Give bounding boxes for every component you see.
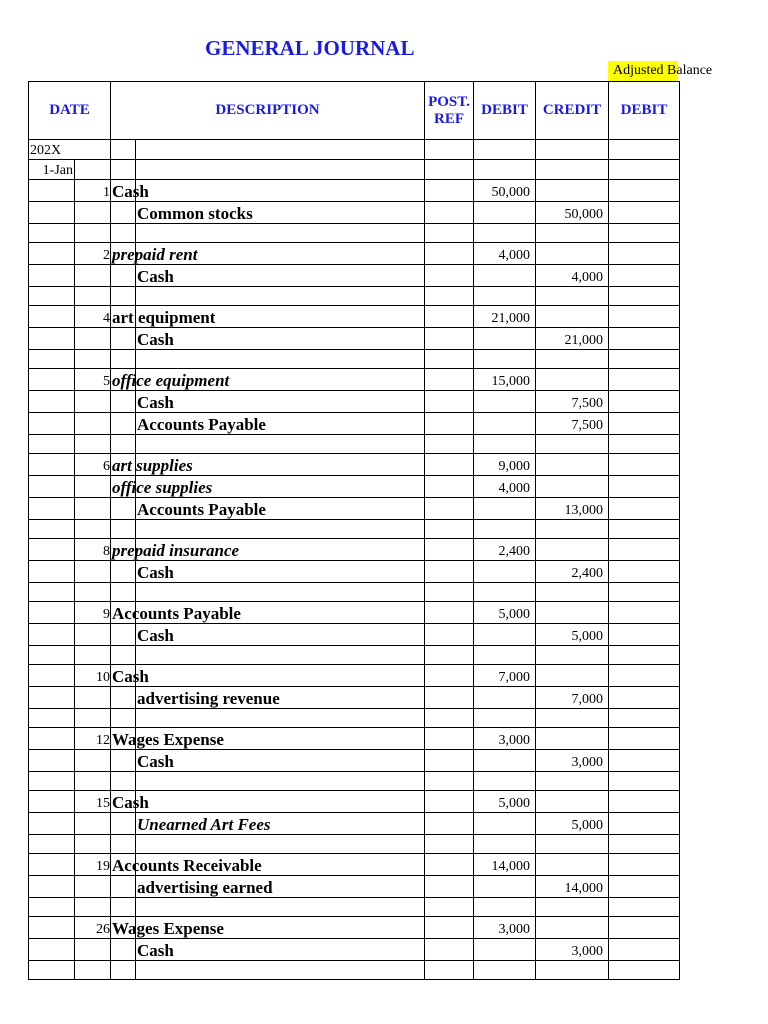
adjusted-debit-cell bbox=[609, 498, 680, 520]
day-cell: 6 bbox=[75, 454, 111, 476]
date-month-cell bbox=[29, 243, 75, 265]
spacer-row bbox=[29, 435, 680, 454]
debit-amount-cell bbox=[474, 391, 536, 413]
day-cell bbox=[75, 498, 111, 520]
post-ref-cell bbox=[425, 413, 474, 435]
credit-account-cell bbox=[136, 476, 425, 498]
adjusted-debit-cell bbox=[609, 539, 680, 561]
debit-account-label: art equipment bbox=[112, 308, 216, 327]
post-ref-cell bbox=[425, 306, 474, 328]
credit-amount-cell bbox=[536, 476, 609, 498]
post-ref-cell bbox=[425, 624, 474, 646]
debit-account-cell bbox=[111, 939, 136, 961]
year-cell: 202X bbox=[29, 140, 111, 160]
date-month-cell bbox=[29, 498, 75, 520]
credit-account-cell bbox=[136, 498, 425, 520]
credit-account-cell bbox=[136, 539, 425, 561]
journal-row bbox=[29, 265, 680, 287]
day-cell: 10 bbox=[75, 665, 111, 687]
credit-account-label: Cash bbox=[137, 752, 174, 771]
debit-amount-cell: 7,000 bbox=[474, 665, 536, 687]
debit-account-cell bbox=[111, 476, 213, 498]
debit-amount-cell bbox=[474, 328, 536, 350]
credit-account-label: Cash bbox=[137, 330, 174, 349]
day-cell bbox=[75, 328, 111, 350]
page-title: GENERAL JOURNAL bbox=[205, 36, 415, 60]
debit-account-cell bbox=[111, 391, 136, 413]
debit-account-label: office supplies bbox=[112, 478, 213, 497]
day-cell: 4 bbox=[75, 306, 111, 328]
debit-amount-cell: 9,000 bbox=[474, 454, 536, 476]
post-ref-cell bbox=[425, 328, 474, 350]
debit-account-cell bbox=[111, 539, 240, 561]
debit-account-cell bbox=[111, 728, 224, 750]
credit-account-label: Cash bbox=[137, 626, 174, 645]
debit-amount-cell bbox=[474, 498, 536, 520]
debit-account-cell bbox=[111, 202, 136, 224]
credit-amount-cell: 3,000 bbox=[536, 750, 609, 772]
date-month-cell bbox=[29, 413, 75, 435]
spacer-row bbox=[29, 961, 680, 980]
post-ref-cell bbox=[425, 750, 474, 772]
debit-amount-cell: 4,000 bbox=[474, 476, 536, 498]
journal-row bbox=[29, 687, 680, 709]
debit-header: DEBIT bbox=[474, 82, 536, 140]
post-ref-cell bbox=[425, 602, 474, 624]
day-cell: 12 bbox=[75, 728, 111, 750]
credit-account-cell bbox=[136, 665, 425, 687]
spacer-row bbox=[29, 224, 680, 243]
post-ref-cell bbox=[425, 813, 474, 835]
credit-account-cell bbox=[136, 454, 425, 476]
credit-account-cell bbox=[136, 687, 425, 709]
credit-amount-cell: 5,000 bbox=[536, 624, 609, 646]
adjusted-debit-cell bbox=[609, 876, 680, 898]
debit-account-cell bbox=[111, 602, 241, 624]
adjusted-debit-cell bbox=[609, 750, 680, 772]
credit-amount-cell bbox=[536, 243, 609, 265]
credit-account-cell bbox=[136, 328, 425, 350]
debit-amount-cell bbox=[474, 202, 536, 224]
journal-row bbox=[29, 624, 680, 646]
adjusted-debit-cell bbox=[609, 454, 680, 476]
day-cell bbox=[75, 391, 111, 413]
day-cell bbox=[75, 687, 111, 709]
adjusted-debit-cell bbox=[609, 306, 680, 328]
credit-account-cell bbox=[136, 561, 425, 583]
date-month-cell bbox=[29, 854, 75, 876]
debit-amount-cell bbox=[474, 750, 536, 772]
day-cell: 8 bbox=[75, 539, 111, 561]
credit-amount-cell: 21,000 bbox=[536, 328, 609, 350]
credit-account-cell bbox=[136, 728, 425, 750]
post-ref-cell bbox=[425, 265, 474, 287]
debit-amount-cell: 4,000 bbox=[474, 243, 536, 265]
credit-amount-cell bbox=[536, 454, 609, 476]
credit-account-cell bbox=[136, 306, 425, 328]
credit-amount-cell bbox=[536, 602, 609, 624]
date-month-cell bbox=[29, 624, 75, 646]
date-month-cell bbox=[29, 939, 75, 961]
credit-account-cell bbox=[136, 243, 425, 265]
spacer-row bbox=[29, 350, 680, 369]
date-month-cell bbox=[29, 539, 75, 561]
debit-account-cell bbox=[111, 854, 262, 876]
adjusted-debit-cell bbox=[609, 728, 680, 750]
debit-account-cell bbox=[111, 180, 149, 202]
credit-amount-cell: 2,400 bbox=[536, 561, 609, 583]
debit-account-label: prepaid insurance bbox=[112, 541, 240, 560]
date-month-cell bbox=[29, 476, 75, 498]
spacer-row bbox=[29, 646, 680, 665]
debit-amount-cell: 5,000 bbox=[474, 602, 536, 624]
date-month-cell bbox=[29, 917, 75, 939]
journal-row bbox=[29, 243, 680, 265]
credit-account-cell bbox=[136, 750, 425, 772]
spacer-row bbox=[29, 709, 680, 728]
date-month-cell bbox=[29, 202, 75, 224]
debit-amount-cell: 15,000 bbox=[474, 369, 536, 391]
day-cell bbox=[75, 561, 111, 583]
journal-row bbox=[29, 454, 680, 476]
date-month-cell bbox=[29, 306, 75, 328]
adjusted-debit-cell bbox=[609, 202, 680, 224]
debit-amount-cell: 14,000 bbox=[474, 854, 536, 876]
credit-account-cell bbox=[136, 876, 425, 898]
date-month-cell bbox=[29, 180, 75, 202]
credit-account-cell bbox=[136, 602, 425, 624]
journal-row bbox=[29, 202, 680, 224]
debit-amount-cell: 5,000 bbox=[474, 791, 536, 813]
debit-account-cell bbox=[111, 306, 216, 328]
post-ref-cell bbox=[425, 498, 474, 520]
adjusted-debit-cell bbox=[609, 369, 680, 391]
debit-account-cell bbox=[111, 687, 136, 709]
credit-account-label: Common stocks bbox=[137, 204, 253, 223]
year-row bbox=[29, 140, 680, 160]
adjusted-debit-cell bbox=[609, 328, 680, 350]
adjusted-debit-cell bbox=[609, 854, 680, 876]
credit-amount-cell: 7,000 bbox=[536, 687, 609, 709]
debit-amount-cell bbox=[474, 939, 536, 961]
debit-account-label: Accounts Payable bbox=[112, 604, 241, 623]
day-cell bbox=[75, 265, 111, 287]
day-cell bbox=[75, 413, 111, 435]
debit-account-cell bbox=[111, 413, 136, 435]
journal-row bbox=[29, 939, 680, 961]
adjusted-debit-cell bbox=[609, 180, 680, 202]
credit-account-cell bbox=[136, 180, 425, 202]
month-cell: 1-Jan bbox=[29, 160, 75, 180]
debit-account-cell bbox=[111, 498, 136, 520]
adjusted-debit-cell bbox=[609, 917, 680, 939]
adjusted-debit-cell bbox=[609, 476, 680, 498]
credit-account-label: Accounts Payable bbox=[137, 500, 266, 519]
journal-row bbox=[29, 854, 680, 876]
date-month-cell bbox=[29, 791, 75, 813]
debit-account-label: Accounts Receivable bbox=[112, 856, 262, 875]
post-ref-cell bbox=[425, 876, 474, 898]
journal-row bbox=[29, 306, 680, 328]
debit-account-label: prepaid rent bbox=[112, 245, 198, 264]
credit-account-cell bbox=[136, 369, 425, 391]
debit-amount-cell: 50,000 bbox=[474, 180, 536, 202]
debit-amount-cell bbox=[474, 561, 536, 583]
debit-amount-cell bbox=[474, 413, 536, 435]
journal-row bbox=[29, 539, 680, 561]
debit-amount-cell bbox=[474, 813, 536, 835]
date-month-cell bbox=[29, 876, 75, 898]
header-row bbox=[29, 82, 680, 140]
day-cell: 2 bbox=[75, 243, 111, 265]
day-cell: 19 bbox=[75, 854, 111, 876]
credit-account-label: Cash bbox=[137, 941, 174, 960]
credit-amount-cell bbox=[536, 306, 609, 328]
credit-account-cell bbox=[136, 854, 425, 876]
debit-account-cell bbox=[111, 750, 136, 772]
spacer-row bbox=[29, 583, 680, 602]
debit-account-label: Wages Expense bbox=[112, 919, 224, 938]
debit-account-label: Cash bbox=[112, 182, 149, 201]
adjusted-debit-cell bbox=[609, 265, 680, 287]
debit-account-cell bbox=[111, 243, 198, 265]
spacer-row bbox=[29, 772, 680, 791]
adjusted-debit-cell bbox=[609, 939, 680, 961]
credit-header: CREDIT bbox=[536, 82, 609, 140]
credit-account-cell bbox=[136, 791, 425, 813]
day-cell: 5 bbox=[75, 369, 111, 391]
adjusted-debit-cell bbox=[609, 791, 680, 813]
day-cell bbox=[75, 876, 111, 898]
debit-account-cell bbox=[111, 665, 149, 687]
post-ref-cell bbox=[425, 854, 474, 876]
post-ref-cell bbox=[425, 476, 474, 498]
adjusted-debit-header: DEBIT bbox=[609, 82, 680, 140]
debit-amount-cell bbox=[474, 265, 536, 287]
debit-account-label: Cash bbox=[112, 793, 149, 812]
credit-account-cell bbox=[136, 624, 425, 646]
post-ref-cell bbox=[425, 369, 474, 391]
credit-account-cell bbox=[136, 813, 425, 835]
journal-row bbox=[29, 876, 680, 898]
post-ref-cell bbox=[425, 539, 474, 561]
day-cell: 26 bbox=[75, 917, 111, 939]
journal-row bbox=[29, 917, 680, 939]
debit-account-cell bbox=[111, 813, 136, 835]
adjusted-debit-cell bbox=[609, 624, 680, 646]
day-cell: 15 bbox=[75, 791, 111, 813]
day-cell bbox=[75, 476, 111, 498]
credit-amount-cell: 50,000 bbox=[536, 202, 609, 224]
credit-account-label: Unearned Art Fees bbox=[137, 815, 271, 834]
spacer-row bbox=[29, 287, 680, 306]
post-ref-cell bbox=[425, 180, 474, 202]
debit-amount-cell bbox=[474, 624, 536, 646]
credit-amount-cell: 7,500 bbox=[536, 413, 609, 435]
journal-row bbox=[29, 728, 680, 750]
debit-account-label: art supplies bbox=[112, 456, 193, 475]
post-ref-cell bbox=[425, 391, 474, 413]
journal-row bbox=[29, 498, 680, 520]
post-ref-cell bbox=[425, 791, 474, 813]
credit-amount-cell bbox=[536, 728, 609, 750]
post-ref-cell bbox=[425, 561, 474, 583]
date-month-cell bbox=[29, 391, 75, 413]
debit-account-cell bbox=[111, 328, 136, 350]
date-month-cell bbox=[29, 369, 75, 391]
date-month-cell bbox=[29, 728, 75, 750]
adjusted-debit-cell bbox=[609, 665, 680, 687]
day-cell bbox=[75, 202, 111, 224]
journal-row bbox=[29, 665, 680, 687]
adjusted-debit-cell bbox=[609, 561, 680, 583]
date-month-cell bbox=[29, 454, 75, 476]
post-ref-cell bbox=[425, 243, 474, 265]
credit-account-label: Cash bbox=[137, 267, 174, 286]
date-month-cell bbox=[29, 813, 75, 835]
month-row bbox=[29, 160, 680, 180]
debit-account-cell bbox=[111, 454, 193, 476]
credit-amount-cell: 13,000 bbox=[536, 498, 609, 520]
debit-account-cell bbox=[111, 624, 136, 646]
credit-account-cell bbox=[136, 391, 425, 413]
adjusted-debit-cell bbox=[609, 602, 680, 624]
credit-account-cell bbox=[136, 939, 425, 961]
journal-row bbox=[29, 180, 680, 202]
journal-row bbox=[29, 602, 680, 624]
spacer-row bbox=[29, 898, 680, 917]
credit-account-label: advertising revenue bbox=[137, 689, 280, 708]
credit-amount-cell: 4,000 bbox=[536, 265, 609, 287]
day-cell bbox=[75, 813, 111, 835]
debit-amount-cell: 3,000 bbox=[474, 728, 536, 750]
debit-amount-cell bbox=[474, 687, 536, 709]
credit-amount-cell bbox=[536, 854, 609, 876]
journal-row bbox=[29, 561, 680, 583]
journal-row bbox=[29, 413, 680, 435]
credit-amount-cell bbox=[536, 791, 609, 813]
debit-account-cell bbox=[111, 265, 136, 287]
journal-row bbox=[29, 750, 680, 772]
day-cell bbox=[75, 624, 111, 646]
debit-account-cell bbox=[111, 791, 149, 813]
debit-account-cell bbox=[111, 561, 136, 583]
journal-row bbox=[29, 813, 680, 835]
credit-account-cell bbox=[136, 917, 425, 939]
adjusted-debit-cell bbox=[609, 687, 680, 709]
spacer-row bbox=[29, 520, 680, 539]
date-month-cell bbox=[29, 328, 75, 350]
debit-amount-cell: 21,000 bbox=[474, 306, 536, 328]
credit-amount-cell bbox=[536, 665, 609, 687]
debit-account-cell bbox=[111, 369, 230, 391]
credit-account-label: advertising earned bbox=[137, 878, 273, 897]
journal-table bbox=[28, 81, 680, 980]
date-month-cell bbox=[29, 665, 75, 687]
journal-row bbox=[29, 391, 680, 413]
post-ref-header: POST. REF bbox=[425, 82, 474, 140]
post-ref-cell bbox=[425, 917, 474, 939]
credit-account-label: Accounts Payable bbox=[137, 415, 266, 434]
day-cell: 1 bbox=[75, 180, 111, 202]
adjusted-balance-label: Adjusted Balance bbox=[608, 61, 678, 81]
adjusted-debit-cell bbox=[609, 413, 680, 435]
date-month-cell bbox=[29, 687, 75, 709]
credit-amount-cell bbox=[536, 539, 609, 561]
post-ref-cell bbox=[425, 665, 474, 687]
debit-account-label: Wages Expense bbox=[112, 730, 224, 749]
day-cell bbox=[75, 939, 111, 961]
day-cell bbox=[75, 750, 111, 772]
date-month-cell bbox=[29, 561, 75, 583]
debit-amount-cell: 3,000 bbox=[474, 917, 536, 939]
adjusted-debit-cell bbox=[609, 391, 680, 413]
debit-account-label: office equipment bbox=[112, 371, 230, 390]
journal-row bbox=[29, 476, 680, 498]
debit-account-cell bbox=[111, 917, 224, 939]
credit-amount-cell: 14,000 bbox=[536, 876, 609, 898]
post-ref-cell bbox=[425, 202, 474, 224]
credit-account-cell bbox=[136, 413, 425, 435]
adjusted-debit-cell bbox=[609, 243, 680, 265]
debit-amount-cell: 2,400 bbox=[474, 539, 536, 561]
post-ref-cell bbox=[425, 728, 474, 750]
post-ref-cell bbox=[425, 939, 474, 961]
post-ref-cell bbox=[425, 454, 474, 476]
credit-amount-cell bbox=[536, 369, 609, 391]
credit-account-label: Cash bbox=[137, 393, 174, 412]
debit-amount-cell bbox=[474, 876, 536, 898]
credit-amount-cell bbox=[536, 917, 609, 939]
credit-account-cell bbox=[136, 202, 425, 224]
date-month-cell bbox=[29, 750, 75, 772]
credit-account-label: Cash bbox=[137, 563, 174, 582]
day-cell: 9 bbox=[75, 602, 111, 624]
debit-account-label: Cash bbox=[112, 667, 149, 686]
debit-account-cell bbox=[111, 876, 136, 898]
journal-row bbox=[29, 791, 680, 813]
credit-amount-cell bbox=[536, 180, 609, 202]
date-month-cell bbox=[29, 602, 75, 624]
adjusted-debit-cell bbox=[609, 813, 680, 835]
spacer-row bbox=[29, 835, 680, 854]
credit-account-cell bbox=[136, 265, 425, 287]
credit-amount-cell: 7,500 bbox=[536, 391, 609, 413]
journal-row bbox=[29, 369, 680, 391]
credit-amount-cell: 3,000 bbox=[536, 939, 609, 961]
description-header: DESCRIPTION bbox=[111, 82, 425, 140]
date-month-cell bbox=[29, 265, 75, 287]
post-ref-cell bbox=[425, 687, 474, 709]
credit-amount-cell: 5,000 bbox=[536, 813, 609, 835]
journal-row bbox=[29, 328, 680, 350]
date-header: DATE bbox=[29, 82, 111, 140]
